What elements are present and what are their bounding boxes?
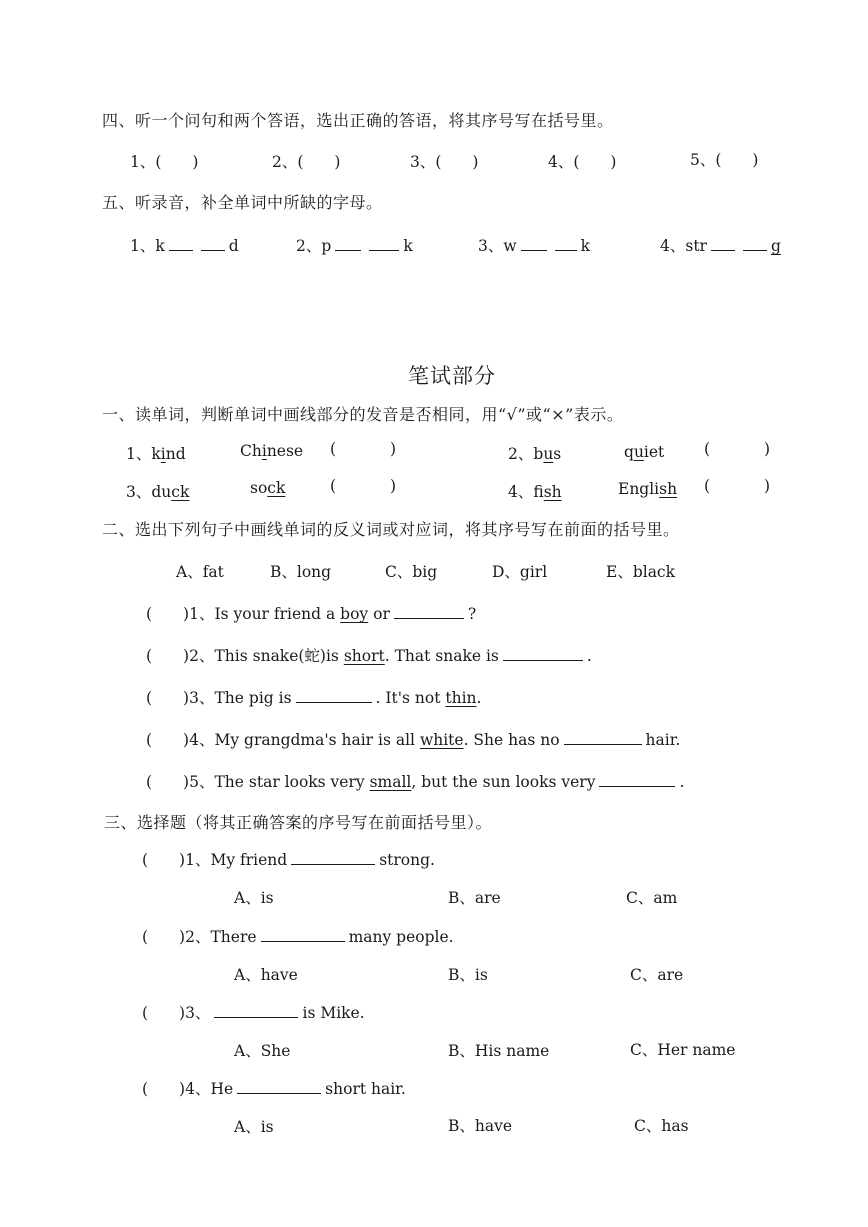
question-text: many people. xyxy=(348,928,454,946)
written-s2-heading: 二、选出下列句子中画线单词的反义词或对应词，将其序号写在前面的括号里。 xyxy=(102,520,680,539)
underlined-word: short xyxy=(343,647,385,665)
word-end: d xyxy=(228,237,239,255)
s3-q4-option-b: B、have xyxy=(448,1117,513,1135)
answer-blank xyxy=(394,604,464,619)
item-number: 4、 xyxy=(508,483,534,501)
s2-question-2 xyxy=(146,644,592,666)
underlined-part: u xyxy=(543,445,554,463)
underlined-part: ck xyxy=(267,479,286,497)
item-number: 1、 xyxy=(126,445,152,463)
letter-blank xyxy=(335,236,361,251)
s2-option-c: C、big xyxy=(385,563,438,581)
s3-q3-option-c: C、Her name xyxy=(630,1041,736,1059)
s1-item-4-word-b xyxy=(618,480,677,498)
answer-paren-close: ) xyxy=(764,477,771,495)
answer-paren: ( ) xyxy=(142,928,186,946)
word-end: g xyxy=(770,237,781,255)
s3-q4-option-a: A、is xyxy=(234,1118,274,1136)
answer-blank xyxy=(503,646,583,661)
question-text: 4、He xyxy=(185,1080,234,1098)
word-start: w xyxy=(503,237,517,255)
answer-paren-close: ) xyxy=(390,477,397,495)
word-part: s xyxy=(553,445,562,463)
item-number: 3、 xyxy=(478,237,504,255)
word-start: str xyxy=(685,237,707,255)
answer-blank xyxy=(214,1003,298,1018)
s5-item-2 xyxy=(296,234,413,256)
question-text: ? xyxy=(467,605,477,623)
answer-paren-open: ( xyxy=(330,440,337,458)
underlined-word: white xyxy=(419,731,464,749)
s3-q3-option-b: B、His name xyxy=(448,1042,550,1060)
s3-question-4 xyxy=(142,1077,406,1099)
s3-question-3 xyxy=(142,1001,365,1023)
letter-blank xyxy=(201,236,225,251)
underlined-word: small xyxy=(369,773,412,791)
question-text: . xyxy=(679,773,685,791)
s2-question-3 xyxy=(146,686,481,708)
question-text: 3、 xyxy=(185,1004,211,1022)
question-text: 1、Is your friend a xyxy=(189,605,341,623)
answer-paren-close: ) xyxy=(390,440,397,458)
underlined-part: ck xyxy=(171,483,190,501)
question-text: 4、My grangdma's hair is all xyxy=(189,731,420,749)
letter-blank xyxy=(555,236,577,251)
word-part: iet xyxy=(643,443,665,461)
s2-option-a: A、fat xyxy=(176,563,224,581)
underlined-part: sh xyxy=(659,480,678,498)
answer-blank xyxy=(291,850,375,865)
letter-blank xyxy=(369,236,399,251)
s2-question-4 xyxy=(146,728,680,750)
s1-item-1-word-a xyxy=(126,442,186,464)
answer-paren-open: ( xyxy=(704,477,711,495)
word-part: q xyxy=(624,443,634,461)
word-part: k xyxy=(151,445,161,463)
s3-q2-option-b: B、is xyxy=(448,966,488,984)
word-part: nd xyxy=(165,445,186,463)
s1-item-2-word-b xyxy=(624,443,664,461)
s3-q2-option-c: C、are xyxy=(630,966,684,984)
s3-q1-option-b: B、are xyxy=(448,889,501,907)
s3-q1-option-c: C、am xyxy=(626,889,678,907)
word-part: du xyxy=(151,483,172,501)
s3-q4-option-c: C、has xyxy=(634,1117,689,1135)
word-part: so xyxy=(250,479,268,497)
word-part: b xyxy=(533,445,544,463)
underlined-part: sh xyxy=(543,483,562,501)
underlined-part: u xyxy=(633,443,644,461)
question-text: or xyxy=(368,605,390,623)
item-number: 2、 xyxy=(296,237,322,255)
s3-question-2 xyxy=(142,925,454,947)
s5-item-3 xyxy=(478,234,590,256)
s3-q2-option-a: A、have xyxy=(234,966,298,984)
underlined-part: i xyxy=(160,445,166,463)
answer-paren: ( ) xyxy=(142,1080,186,1098)
underlined-part: i xyxy=(261,442,267,460)
question-text: is Mike. xyxy=(302,1004,365,1022)
question-text: short hair. xyxy=(325,1080,406,1098)
word-start: p xyxy=(321,237,332,255)
answer-paren: ( ) xyxy=(146,773,190,791)
word-part: Engli xyxy=(618,480,660,498)
answer-paren: ( ) xyxy=(142,1004,186,1022)
underlined-word: boy xyxy=(340,605,369,623)
s2-option-b: B、long xyxy=(270,563,332,581)
s4-item-4: 4、( ) xyxy=(548,153,617,171)
s5-item-1 xyxy=(130,234,239,256)
item-number: 1、 xyxy=(130,237,156,255)
question-text: . It's not xyxy=(375,689,446,707)
question-text: strong. xyxy=(379,851,435,869)
word-end: k xyxy=(580,237,591,255)
s4-item-1: 1、( ) xyxy=(130,153,199,171)
letter-blank xyxy=(169,236,193,251)
s2-option-e: E、black xyxy=(606,563,676,581)
question-text: . xyxy=(476,689,482,707)
question-text: 2、This snake(蛇)is xyxy=(189,647,344,665)
answer-paren: ( ) xyxy=(146,731,190,749)
word-part: fi xyxy=(533,483,544,501)
letter-blank xyxy=(521,236,547,251)
s2-question-1 xyxy=(146,602,476,624)
letter-blank xyxy=(711,236,735,251)
word-part: nese xyxy=(266,442,304,460)
question-text: . She has no xyxy=(463,731,560,749)
word-end: k xyxy=(403,237,413,255)
s4-item-2: 2、( ) xyxy=(272,153,341,171)
s2-question-5 xyxy=(146,770,684,792)
answer-paren: ( ) xyxy=(146,605,190,623)
question-text: , but the sun looks very xyxy=(411,773,596,791)
answer-paren: ( ) xyxy=(146,689,190,707)
answer-paren: ( ) xyxy=(146,647,190,665)
s3-question-1 xyxy=(142,848,435,870)
s4-item-5: 5、( ) xyxy=(690,151,759,169)
answer-blank xyxy=(261,927,345,942)
answer-paren-open: ( xyxy=(704,440,711,458)
answer-paren-close: ) xyxy=(764,440,771,458)
answer-blank xyxy=(296,688,372,703)
question-text: . xyxy=(586,647,592,665)
question-text: . That snake is xyxy=(384,647,499,665)
word-start: k xyxy=(155,237,165,255)
answer-blank xyxy=(237,1079,321,1094)
s1-item-4-word-a xyxy=(508,480,562,502)
s2-option-d: D、girl xyxy=(492,563,548,581)
question-text: hair. xyxy=(645,731,681,749)
written-s1-heading: 一、读单词，判断单词中画线部分的发音是否相同，用“√”或“×”表示。 xyxy=(102,405,624,424)
section-4-heading: 四、听一个问句和两个答语，选出正确的答语，将其序号写在括号里。 xyxy=(102,111,614,130)
answer-blank xyxy=(599,772,675,787)
question-text: 2、There xyxy=(185,928,257,946)
word-part: Ch xyxy=(240,442,262,460)
item-number: 2、 xyxy=(508,445,534,463)
written-section-title: 笔试部分 xyxy=(408,364,496,388)
s1-item-3-word-b xyxy=(250,479,285,497)
s3-q3-option-a: A、She xyxy=(234,1042,291,1060)
written-s3-heading: 三、选择题（将其正确答案的序号写在前面括号里）。 xyxy=(104,813,493,832)
s3-q1-option-a: A、is xyxy=(234,889,274,907)
answer-paren-open: ( xyxy=(330,477,337,495)
question-text: 3、The pig is xyxy=(189,689,292,707)
letter-blank xyxy=(743,236,767,251)
answer-blank xyxy=(564,730,642,745)
question-text: 5、The star looks very xyxy=(189,773,370,791)
question-text: 1、My friend xyxy=(185,851,288,869)
s1-item-3-word-a xyxy=(126,480,189,502)
item-number: 4、 xyxy=(660,237,686,255)
section-5-heading: 五、听录音，补全单词中所缺的字母。 xyxy=(102,193,383,212)
item-number: 3、 xyxy=(126,483,152,501)
s1-item-1-word-b xyxy=(240,442,303,460)
underlined-word: thin xyxy=(445,689,477,707)
s4-item-3: 3、( ) xyxy=(410,153,479,171)
s1-item-2-word-a xyxy=(508,442,561,464)
s5-item-4 xyxy=(660,234,781,256)
answer-paren: ( ) xyxy=(142,851,186,869)
